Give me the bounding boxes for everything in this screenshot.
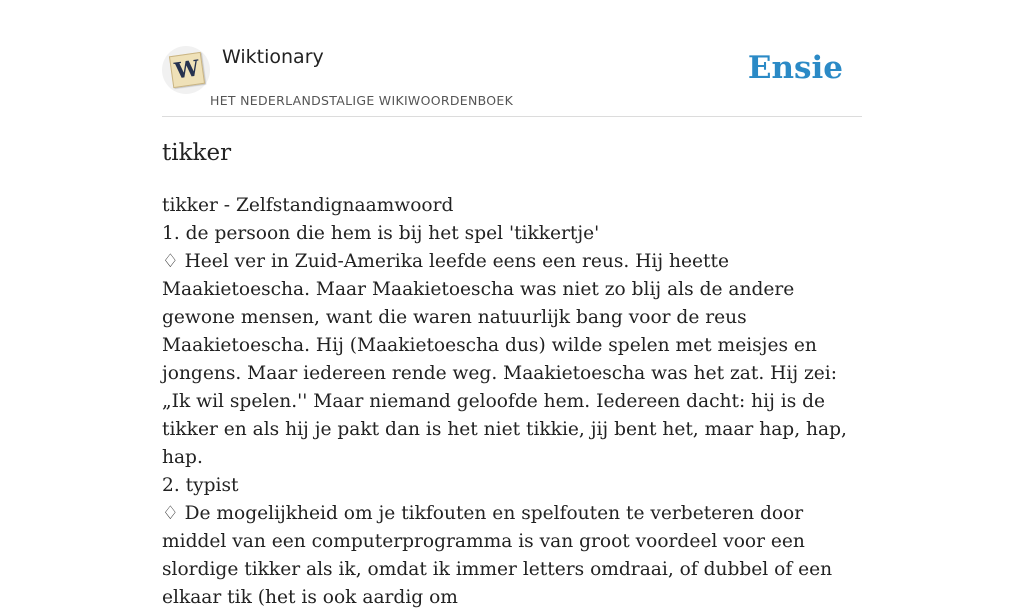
example-1: ♢ Heel ver in Zuid-Amerika leefde eens een reus. Hij heette Maakietoescha. Maar Maakietoescha was niet zo blij als de andere gewone mensen, want die waren natuurlijk bang voor de reus Maakietoescha. Hij (Maakietoescha dus) wilde spelen met meisjes en jongens. Maar iedereen rende weg. Maakietoescha was het zat. Hij zei: „Ik wil spelen.'' Maar niemand geloofde hem. Iedereen dacht: hij is de tikker en als hij je pakt dan is het niet tikkie, jij bent het, maar hap, hap, hap.: [162, 251, 847, 468]
ensie-brand-link[interactable]: Ensie: [747, 50, 843, 86]
logo-letter: W: [172, 55, 202, 85]
site-title[interactable]: Wiktionary: [222, 46, 324, 68]
page: [162, 0, 862, 608]
wiktionary-logo[interactable]: [162, 46, 210, 94]
entry-body: [162, 192, 864, 612]
example-2: ♢ De mogelijkheid om je tikfouten en spelfouten te verbeteren door middel van een computerprogramma is van groot voordeel voor een slordige tikker als ik, omdat ik immer letters omdraai, of dubbel of een elkaar tik (het is ook aardig om: [162, 503, 833, 608]
definition-2: 2. typist: [162, 475, 239, 496]
site-header: [162, 0, 862, 117]
entry-title: tikker: [162, 140, 232, 166]
logo-tile-icon: [169, 52, 205, 88]
site-subtitle: HET NEDERLANDSTALIGE WIKIWOORDENBOEK: [210, 93, 514, 108]
entry-heading-line: tikker - Zelfstandignaamwoord: [162, 195, 454, 216]
definition-1: 1. de persoon die hem is bij het spel 'tikkertje': [162, 223, 600, 244]
